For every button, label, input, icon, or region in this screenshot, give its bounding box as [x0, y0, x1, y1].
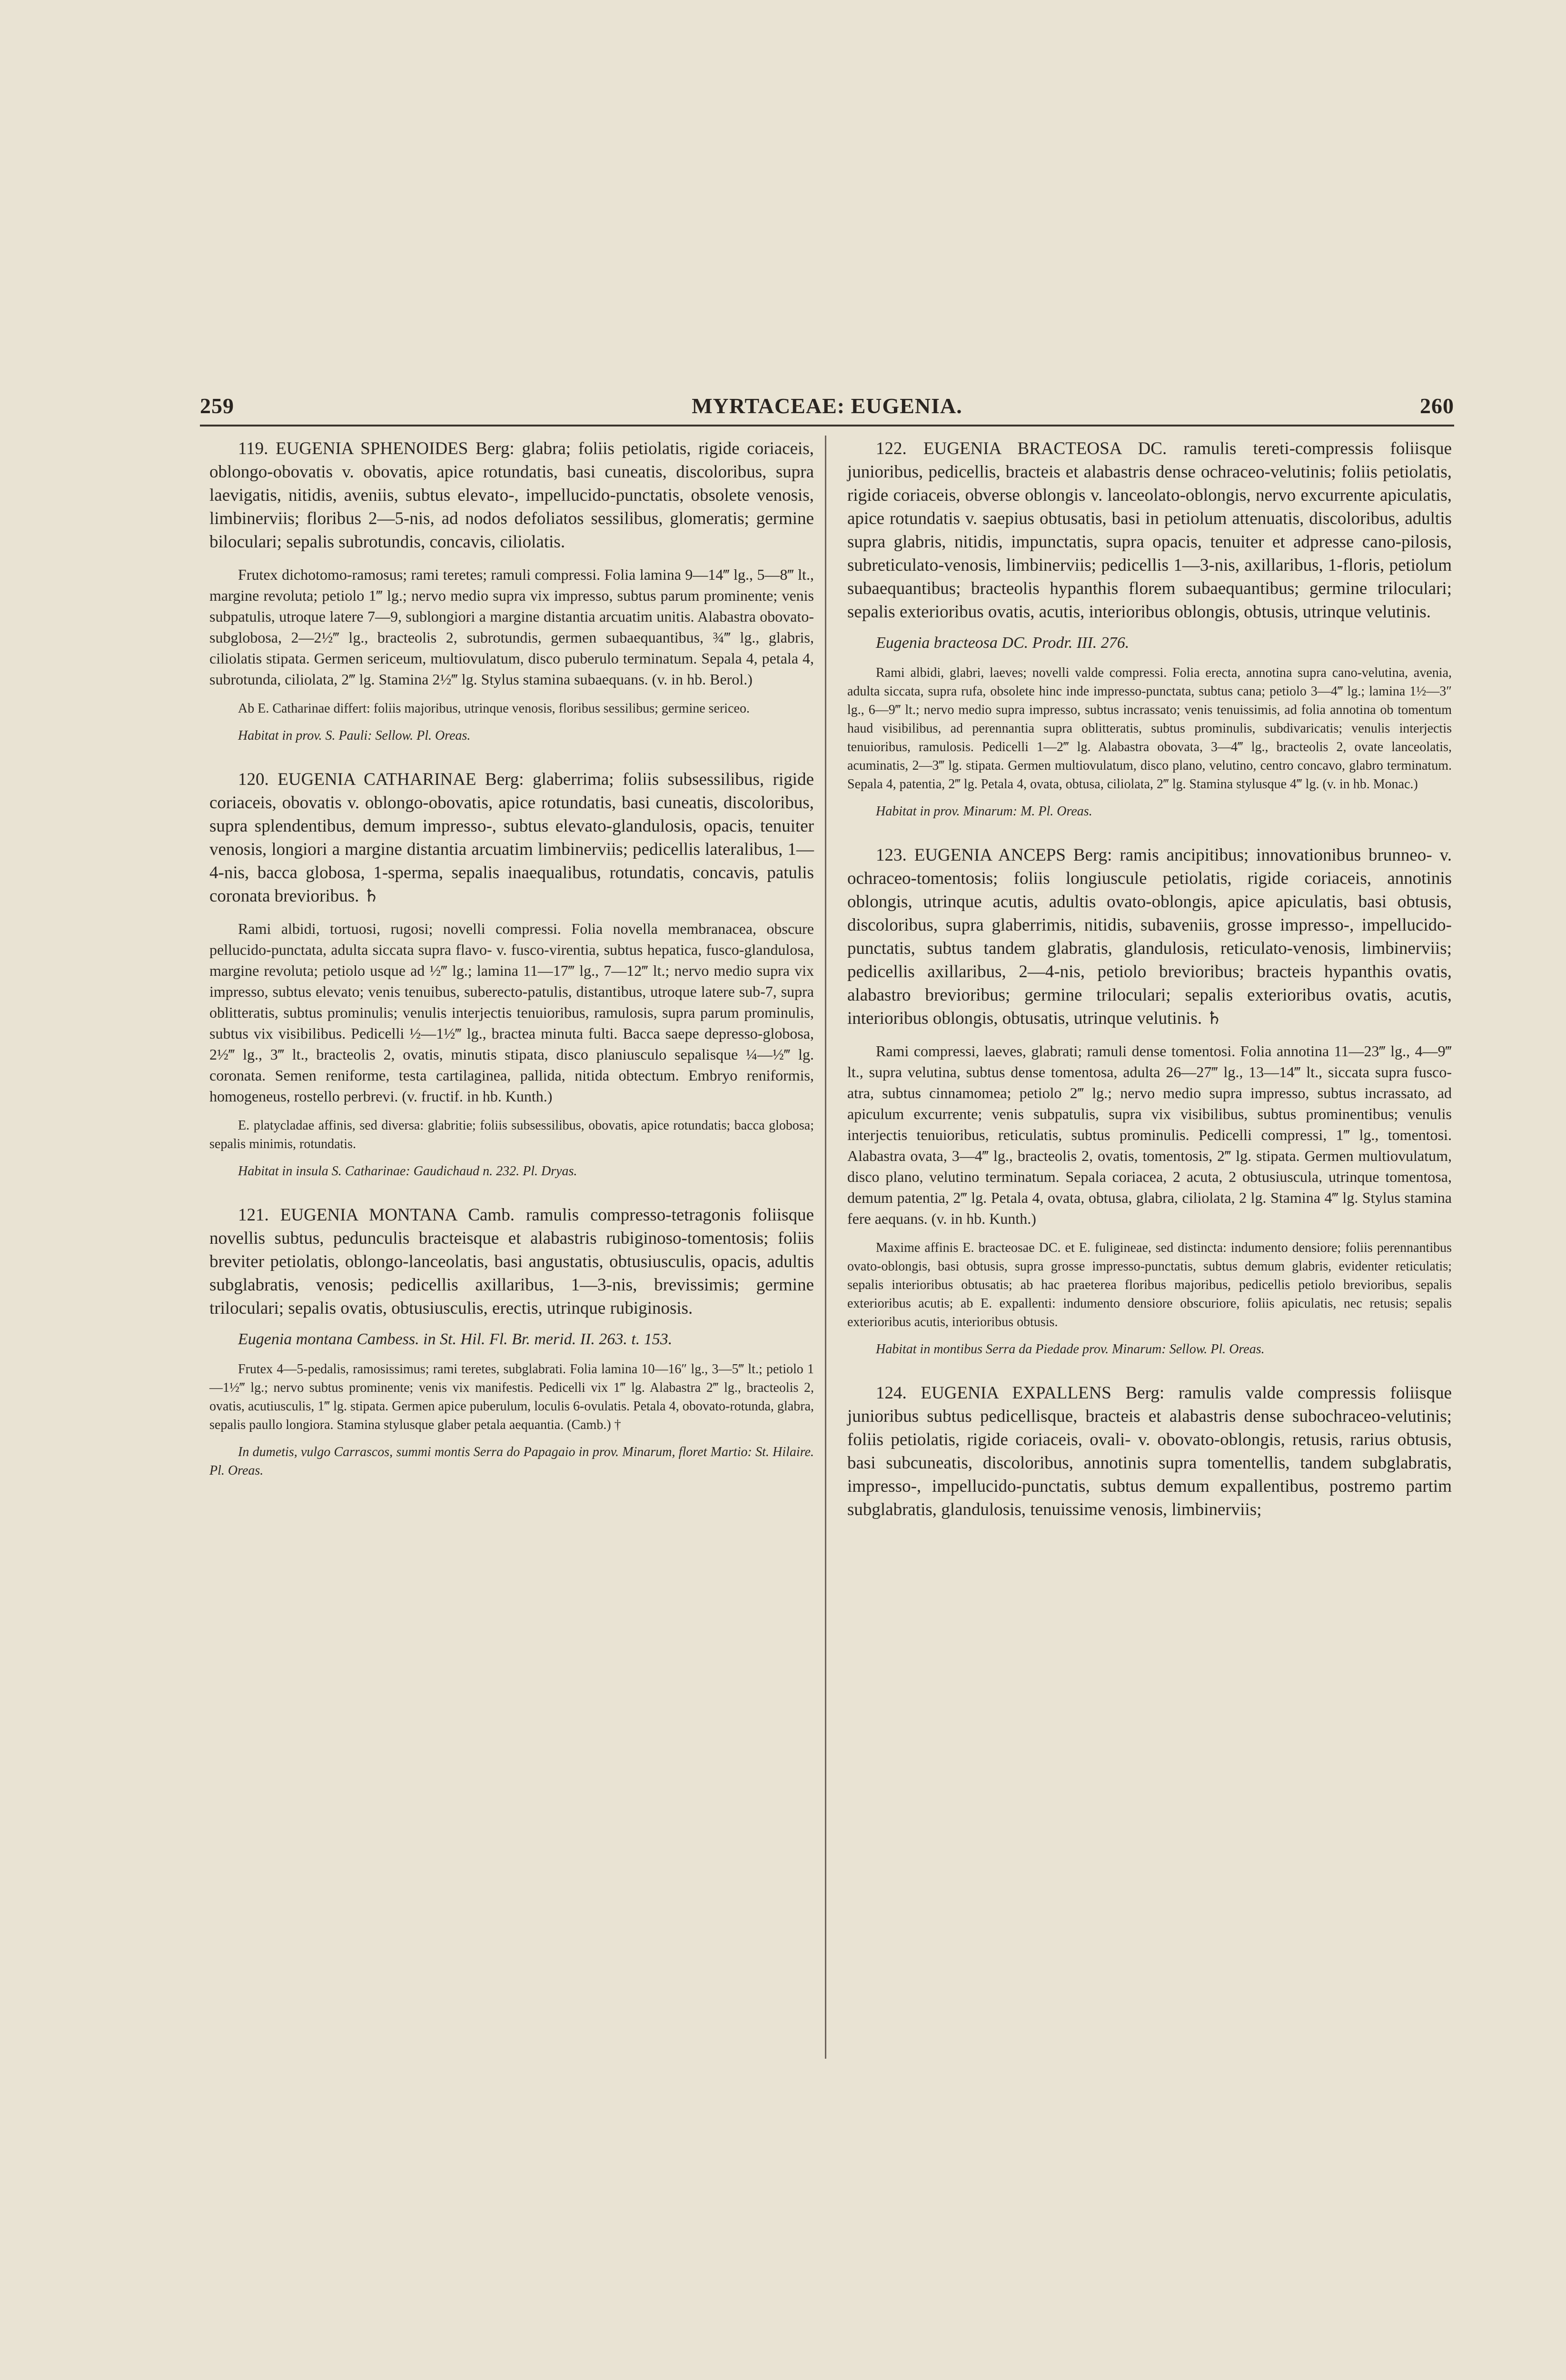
species-121-diagnosis: 121. EUGENIA MONTANA Camb. ramulis compresso-tetragonis foliisque novellis subtus, pedunculis bracteisque et alabastris rubiginoso-tomentosis; foliis breviter petiolatis, oblongo-lanceolatis, basi angustatis, obtusiusculis, opacis, adultis subglabratis, venosis; pedicellis axillaribus, 1—3-nis, brevissimis; germine triloculari; sepalis ovatis, obtusiusculis, erectis, utrinque rubiginosis. [209, 1205, 814, 1318]
column-divider [825, 436, 826, 2059]
species-120-description: Rami albidi, tortuosi, rugosi; novelli compressi. Folia novella membranacea, obscure pellucido-punctata, adulta siccata supra flavo- v. fusco-virentia, subtus hepatica, fusco-glandulosa, margine revoluta; petiolo usque ad ½‴ lg.; lamina 11—17‴ lg., 7—12‴ lt.; nervo medio supra vix impresso, subtus elevato; venis tenuibus, suberecto-patulis, distantibus, utroque latere sub-7, supra oblitteratis, subtus prominulis; venulis interjectis tenuioribus, ramulosis, supra parum prominulis, subtus vix visibilibus. Pedicelli ½—1½‴ lg., bractea minuta fulti. Bacca saepe depresso-globosa, 2½‴ lg., 3‴ lt., bracteolis 2, ovatis, minutis stipata, disco planiusculo sepalisque ¼—½‴ lg. coronata. Semen reniforme, testa cartilaginea, pallida, nitida obtectum. Embryo reniformis, homogeneus, rostello perbrevi. (v. fructif. in hb. Kunth.) [209, 920, 814, 1105]
right-column [847, 437, 1452, 1521]
species-123-note: Maxime affinis E. bracteosae DC. et E. fuligineae, sed distincta: indumento densiore; foliis perennantibus ovato-oblongis, basi obtusis, supra grosse impresso-punctatis, subtus demum glabris, evidenter reticulatis; sepalis interioribus obtusatis; ab hac praeterea floribus majoribus, pedicellis petiolo brevioribus, sepalis exterioribus acutis; ab E. expallenti: indumento densiore obscuriore, foliis apiculatis, nec retusis; sepalis exterioribus acutis, interioribus obtusis. [847, 1240, 1452, 1329]
species-119-habitat: Habitat in prov. S. Pauli: Sellow. Pl. Oreas. [238, 728, 471, 743]
species-122-diagnosis: 122. EUGENIA BRACTEOSA DC. ramulis tereti-compressis foliisque junioribus, pedicellis, bracteis et alabastris dense ochraceo-velutinis; foliis petiolatis, rigide coriaceis, obverse oblongis v. lanceolato-oblongis, nervo excurrente apiculatis, apice rotundatis v. saepius obtusatis, basi in petiolum attenuatis, discoloribus, adultis supra glabris, nitidis, impunctatis, supra opacis, tenuiter et adpresse cano-pilosis, subreticulato-venosis, limbinerviis; pedicellis 1—3-nis, axillaribus, 1-floris, petiolum subaequantibus; bracteolis hypanthis florem subaequantibus; germine triloculari; sepalis exterioribus ovatis, acutis, interioribus oblongis, obtusis, utrinque velutinis. [847, 439, 1452, 622]
species-121-description: Frutex 4—5-pedalis, ramosissimus; rami teretes, subglabrati. Folia lamina 10—16″ lg., 3—5‴ lt.; petiolo 1—1½‴ lg.; nervo subtus prominente; venis vix manifestis. Pedicelli vix 1‴ lg. Alabastra 2‴ lg., bracteolis 2, ovatis, acutiusculis, 1‴ lg. stipata. Germen apice puberulum, loculis 6-ovulatis. Petala 4, obovato-rotunda, glabra, sepalis paullo longiora. Stamina stylusque glaber petala aequantia. (Camb.) † [209, 1362, 814, 1432]
species-123-description: Rami compressi, laeves, glabrati; ramuli dense tomentosi. Folia annotina 11—23‴ lg., 4—9‴ lt., supra velutina, subtus dense tomentosa, adulta 26—27‴ lg., 13—14‴ lt., siccata supra fusco-atra, subtus cinnamomea; petiolo 2‴ lg.; nervo medio supra impresso, subtus incrassato, ad apiculum excurrente; venis subpatulis, supra vix visibilibus, subtus prominentibus; venulis interjectis tenuioribus, reticulatis, subtus prominulis. Pedicelli compressi, 1‴ lg., tomentosi. Alabastra ovata, 3—4‴ lg., bracteolis 2, ovatis, tomentosis, 2‴ lg. stipata. Germen multiovulatum, disco plano, velutino terminatum. Sepala coriacea, 2 acuta, 2 obtusiuscula, utrinque tomentosa, demum patentia, 2‴ lg. Petala 4, ovata, obtusa, glabra, ciliolata, 2 lg. Stamina 4‴ lg. Stylus stamina fere aequans. (v. in hb. Kunth.) [847, 1042, 1452, 1227]
page-header [200, 387, 1454, 425]
header-rule [200, 425, 1454, 426]
species-120-habitat: Habitat in insula S. Catharinae: Gaudichaud n. 232. Pl. Dryas. [238, 1164, 577, 1179]
left-column [209, 437, 814, 1480]
species-120-diagnosis: 120. EUGENIA CATHARINAE Berg: glaberrima; foliis subsessilibus, rigide coriaceis, obovatis v. oblongo-obovatis, apice rotundatis, basi cuneatis, discoloribus, supra splendentibus, demum impresso-, subtus elevato-glandulosis, opacis, tenuiter venosis, longiori a margine distantia arcuatim limbinerviis; pedicellis lateralibus, 1—4-nis, bacca globosa, 1-sperma, sepalis inaequalibus, rotundatis, concavis, patulis coronata brevioribus. ♄ [209, 770, 814, 906]
species-120-note: E. platycladae affinis, sed diversa: glabritie; foliis subsessilibus, obovatis, apice rotundatis; bacca globosa; sepalis minimis, rotundatis. [209, 1118, 814, 1151]
species-123-habitat: Habitat in montibus Serra da Piedade prov. Minarum: Sellow. Pl. Oreas. [876, 1342, 1265, 1357]
species-123-diagnosis: 123. EUGENIA ANCEPS Berg: ramis ancipitibus; innovationibus brunneo- v. ochraceo-tomentosis; foliis longiuscule petiolatis, rigide coriaceis, annotinis oblongis, utrinque acutis, adultis ovato-oblongis, apice apiculatis, basi obtusis, discoloribus, supra glaberrimis, nitidis, subaveniis, grosse impresso-, impellucido-punctatis, subtus tandem glabratis, glandulosis, reticulato-venosis, limbinerviis; pedicellis axillaribus, 2—4-nis, petiolo brevioribus; bracteis hypanthis ovatis, alabastro brevioribus; germine triloculari; sepalis exterioribus ovatis, acutis, interioribus oblongis, obtusatis, utrinque velutinis. ♄ [847, 845, 1452, 1028]
species-121-habitat: In dumetis, vulgo Carrascos, summi montis Serra do Papagaio in prov. Minarum, floret Martio: St. Hilaire. Pl. Oreas. [209, 1445, 814, 1478]
page-number-left: 259 [200, 394, 234, 418]
page-number-right: 260 [1420, 394, 1454, 418]
species-119-description: Frutex dichotomo-ramosus; rami teretes; ramuli compressi. Folia lamina 9—14‴ lg., 5—8‴ lt., margine revoluta; petiolo 1‴ lg.; nervo medio supra vix impresso, subtus parum prominente; venis subpatulis, utroque latere 7—9, sublongiori a margine distantia arcuatim unitis. Alabastra obovato-subglobosa, 2—2½‴ lg., bracteolis 2, subrotundis, germen subaequantibus, ¾‴ lg., glabris, ciliolatis stipata. Germen sericeum, multiovulatum, disco puberulo terminatum. Sepala 4, petala 4, subrotunda, ciliolata, 2‴ lg. Stamina 2½‴ lg. Stylus stamina subaequans. (v. in hb. Berol.) [209, 566, 814, 688]
species-119-note: Ab E. Catharinae differt: foliis majoribus, utrinque venosis, floribus sessilibus; germine sericeo. [238, 701, 750, 716]
species-121-reference: Eugenia montana Cambess. in St. Hil. Fl. Br. merid. II. 263. t. 153. [238, 1330, 673, 1348]
species-124-diagnosis: 124. EUGENIA EXPALLENS Berg: ramulis valde compressis foliisque junioribus subtus pedicellisque, bracteis et alabastris dense subochraceo-velutinis; foliis petiolatis, rigide coriaceis, ovali- v. obovato-oblongis, retusis, rarius obtusis, basi subcuneatis, discoloribus, annotinis supra tomentellis, tandem subglabratis, impresso-, impellucido-punctatis, subtus demum expallentibus, postremo partim subglabratis, glandulosis, tenuissime venosis, limbinerviis; [847, 1383, 1452, 1519]
species-119-diagnosis: 119. EUGENIA SPHENOIDES Berg: glabra; foliis petiolatis, rigide coriaceis, oblongo-obovatis v. obovatis, apice rotundatis, basi cuneatis, discoloribus, supra laevigatis, nitidis, aveniis, subtus elevato-, impellucido-punctatis, obsolete venosis, limbinerviis; floribus 2—5-nis, ad nodos defoliatos sessilibus, glomeratis; germine biloculari; sepalis subrotundis, concavis, ciliolatis. [209, 439, 814, 552]
species-122-description: Rami albidi, glabri, laeves; novelli valde compressi. Folia erecta, annotina supra cano-velutina, avenia, adulta siccata, supra rufa, obsolete hinc inde impresso-punctata, subtus cana; petiolo 3—4‴ lg.; lamina 1½—3″ lg., 6—9‴ lt.; nervo medio supra impresso, subtus incrassato; venis tenuissimis, ad folia annotina ob tomentum haud visibilibus, ad perennantia supra oblitteratis, subtus prominulis, subdivaricatis; venulis interjectis tenuioribus, ramulosis. Pedicelli 1—2‴ lg. Alabastra obovata, 3—4‴ lg., bracteolis 2, ovate lanceolatis, acuminatis, 2—3‴ lg. stipata. Germen multiovulatum, disco plano, velutino, centro concavo, glabro terminatum. Sepala 4, patentia, 2‴ lg. Petala 4, ovata, obtusa, ciliolata, 2‴ lg. Stamina stylusque 4‴ lg. (v. in hb. Monac.) [847, 665, 1452, 792]
species-122-reference: Eugenia bracteosa DC. Prodr. III. 276. [876, 634, 1130, 652]
species-122-habitat: Habitat in prov. Minarum: M. Pl. Oreas. [876, 804, 1092, 819]
running-title: MYRTACEAE: EUGENIA. [692, 394, 962, 418]
